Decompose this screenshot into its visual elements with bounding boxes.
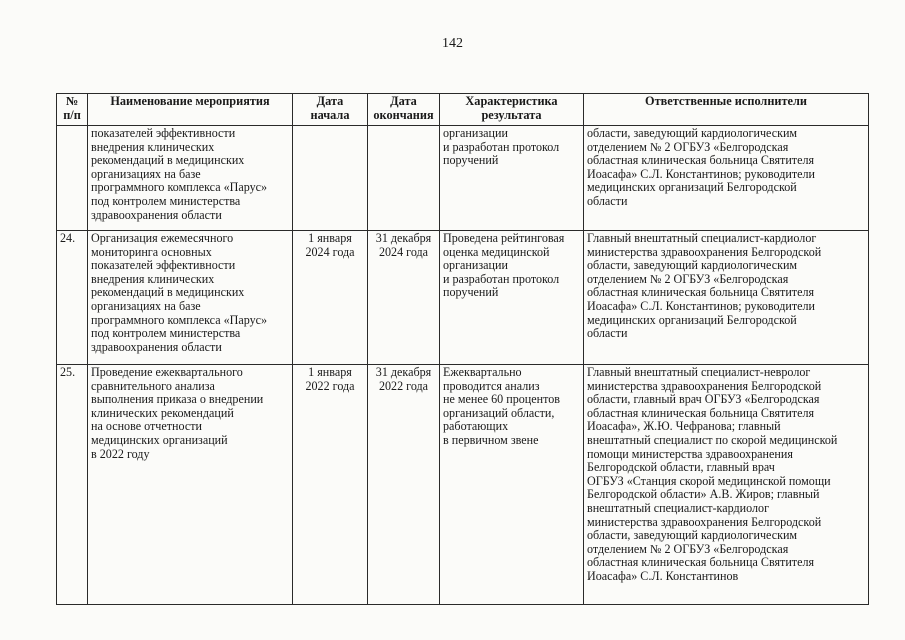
event-name: Организация ежемесячного мониторинга основных показателей эффективности внедрения клинических рекомендаций в медицинских организациях на базе программного комплекса «Парус» под контролем министерства здравоохранения области xyxy=(88,231,293,365)
table-row xyxy=(57,365,869,605)
header-result: Характеристика результата xyxy=(440,94,584,126)
table-header-row xyxy=(57,94,869,126)
responsible: области, заведующий кардиологическим отделением № 2 ОГБУЗ «Белгородская областная клиническая больница Святителя Иоасафа» С.Л. Константинов; руководители медицинских организаций Белгородской области xyxy=(584,126,869,231)
header-end-date: Дата окончания xyxy=(368,94,440,126)
result: Ежеквартально проводится анализ не менее 60 процентов организаций области, работающих в первичном звене xyxy=(440,365,584,605)
result: организации и разработан протокол поручений xyxy=(440,126,584,231)
responsible: Главный внештатный специалист-кардиолог министерства здравоохранения Белгородской области, заведующий кардиологическим отделением № 2 ОГБУЗ «Белгородская областная клиническая больница Святителя Иоасафа» С.Л. Константинов; руководители медицинских организаций Белгородской области xyxy=(584,231,869,365)
header-num: № п/п xyxy=(57,94,88,126)
responsible: Главный внештатный специалист-невролог министерства здравоохранения Белгородской области, главный врач ОГБУЗ «Белгородская областная клиническая больница Святителя Иоасафа», Ж.Ю. Чефранова; главный внештатный специалист по скорой медицинской помощи министерства здравоохранения Белгородской области, главный врач ОГБУЗ «Станция скорой медицинской помощи Белгородской области» А.В. Жиров; главный внештатный специалист-кардиолог министерства здравоохранения Белгородской области, заведующий кардиологическим отделением № 2 ОГБУЗ «Белгородская областная клиническая больница Святителя Иоасафа» С.Л. Константинов xyxy=(584,365,869,605)
result: Проведена рейтинговая оценка медицинской организации и разработан протокол поручений xyxy=(440,231,584,365)
start-date: 1 января 2022 года xyxy=(293,365,368,605)
event-name: показателей эффективности внедрения клинических рекомендаций в медицинских организациях на базе программного комплекса «Парус» под контролем министерства здравоохранения области xyxy=(88,126,293,231)
row-number: 24. xyxy=(57,231,88,365)
start-date xyxy=(293,126,368,231)
table-row xyxy=(57,126,869,231)
row-number xyxy=(57,126,88,231)
table-row xyxy=(57,231,869,365)
header-start-date: Дата начала xyxy=(293,94,368,126)
row-number: 25. xyxy=(57,365,88,605)
events-table xyxy=(56,93,869,605)
end-date: 31 декабря 2024 года xyxy=(368,231,440,365)
end-date xyxy=(368,126,440,231)
start-date: 1 января 2024 года xyxy=(293,231,368,365)
page-number: 142 xyxy=(442,36,463,51)
header-responsible: Ответственные исполнители xyxy=(584,94,869,126)
end-date: 31 декабря 2022 года xyxy=(368,365,440,605)
header-name: Наименование мероприятия xyxy=(88,94,293,126)
event-name: Проведение ежеквартального сравнительного анализа выполнения приказа о внедрении клинических рекомендаций на основе отчетности медицинских организаций в 2022 году xyxy=(88,365,293,605)
